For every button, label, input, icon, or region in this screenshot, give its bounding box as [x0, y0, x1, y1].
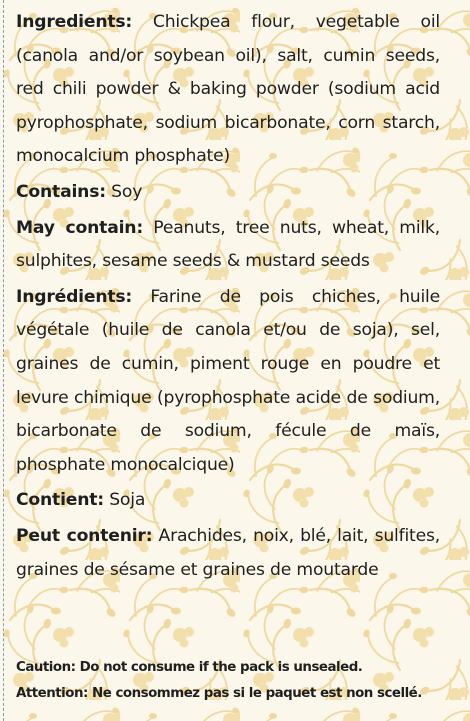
french-contains	[16, 484, 440, 518]
french-may-contain-text: Arachides, noix, blé, lait, sulfites, graines de sésame et graines de moutarde	[16, 525, 440, 580]
english-ingredients-label: Ingredients:	[16, 12, 133, 32]
english-contains-label: Contains:	[16, 181, 106, 202]
english-may-contain-text: Peanuts, tree nuts, wheat, milk, sulphites, sesame seeds & mustard seeds	[16, 217, 440, 272]
warning-block	[16, 655, 456, 707]
french-ingredients	[16, 281, 440, 483]
french-may-contain-label: Peut contenir:	[16, 525, 153, 546]
french-ingredients-label: Ingrédients:	[16, 286, 133, 307]
english-contains	[16, 176, 440, 210]
attention-warning: Attention: Ne consommez pas si le paquet est non scellé.	[16, 686, 422, 701]
french-ingredients-text: Farine de pois chiches, huile végétale (huile de canola et/ou de soja), sel, graines de cumin, piment rouge en poudre et levure chimique (pyrophosphate acide de sodium, bicarbonate de sodium, fécule de maïs, phosphate monocalcique)	[16, 286, 440, 475]
ingredients-panel	[16, 6, 440, 587]
caution-warning: Caution: Do not consume if the pack is unsealed.	[16, 660, 363, 675]
english-contains-text: Soy	[105, 181, 143, 202]
english-may-contain-label: May contain:	[16, 217, 144, 238]
french-contains-text: Soja	[103, 490, 146, 511]
french-may-contain	[16, 520, 440, 587]
english-ingredients	[16, 6, 440, 174]
english-may-contain	[16, 212, 440, 279]
french-contains-label: Contient:	[16, 490, 104, 511]
dashed-crop-line	[3, 0, 4, 721]
english-ingredients-text: Chickpea flour, vegetable oil (canola and/or soybean oil), salt, cumin seeds, red chili powder & baking powder (sodium acid pyrophosphate, sodium bicarbonate, corn starch, monocalcium phosphate)	[16, 12, 440, 167]
